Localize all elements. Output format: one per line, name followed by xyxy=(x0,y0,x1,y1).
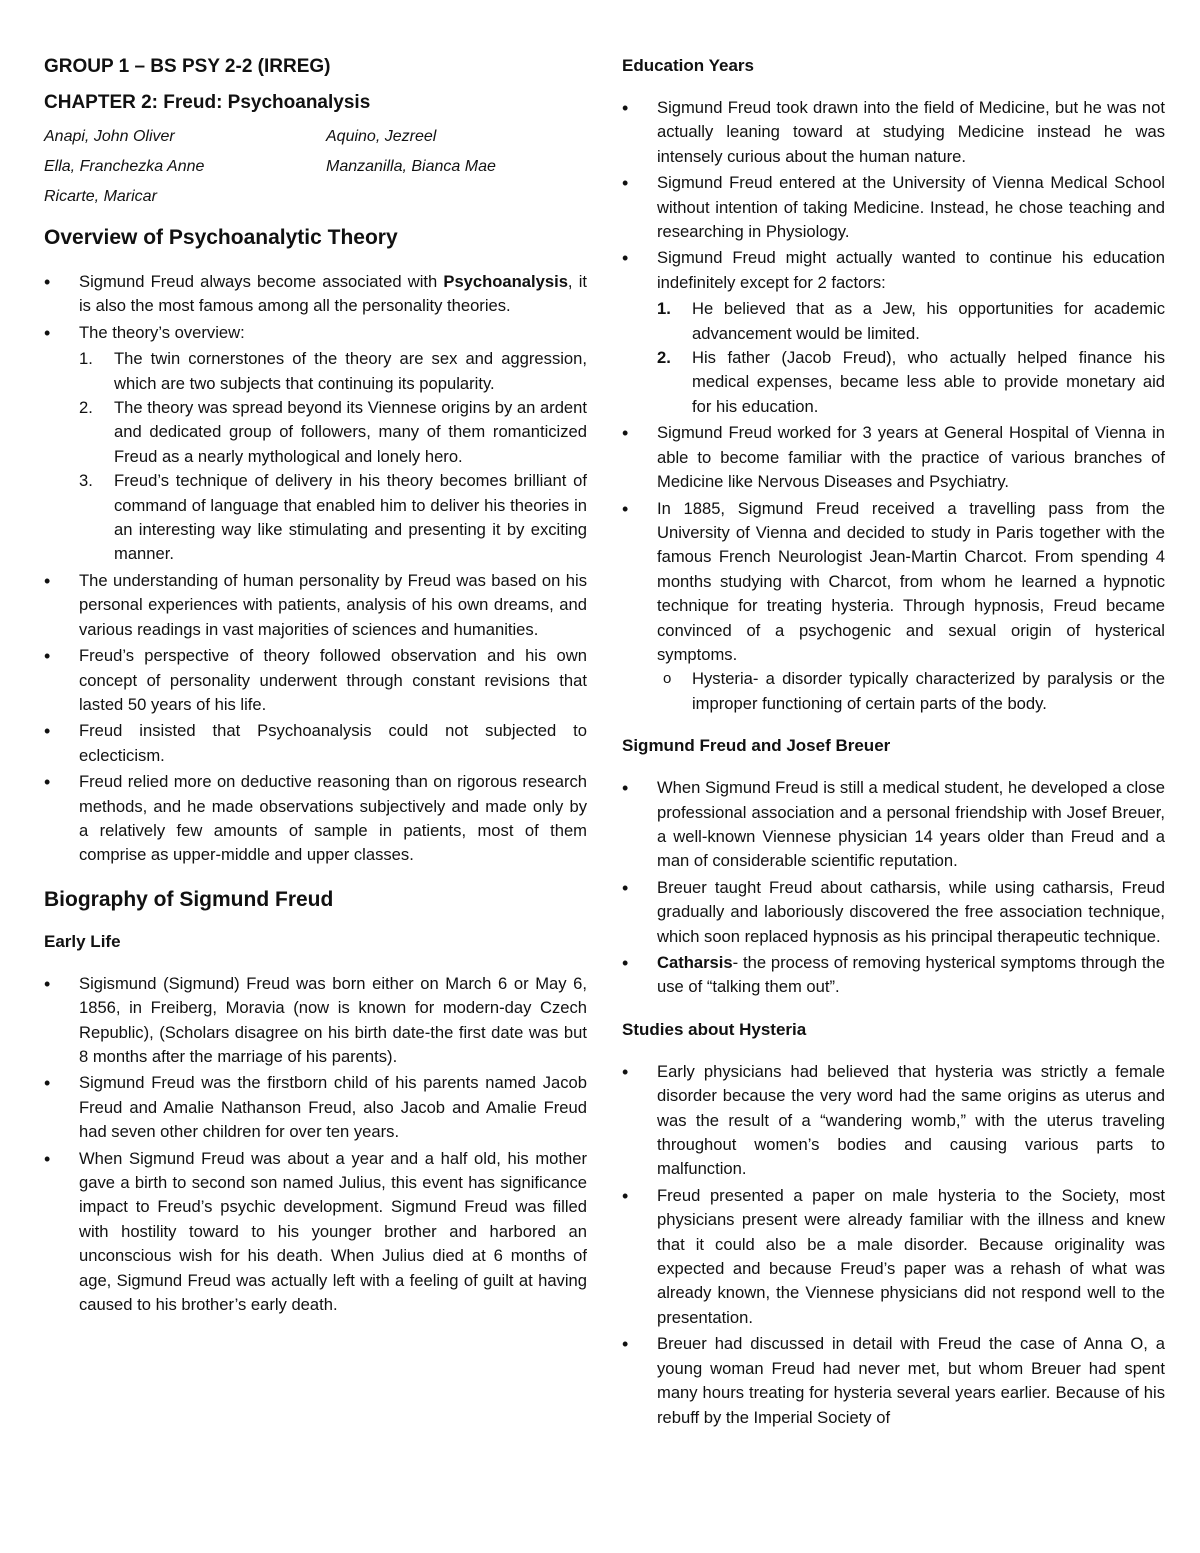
breuer-heading: Sigmund Freud and Josef Breuer xyxy=(622,736,891,756)
list-item: • Freud’s perspective of theory followed observation and his own concept of personality underwent through constant revisions that lasted 50 years of his life. xyxy=(44,644,587,717)
hysteria-heading: Studies about Hysteria xyxy=(622,1019,807,1039)
keyword-psychoanalysis: Psychoanalysis xyxy=(443,272,568,291)
list-item: • Sigmund Freud was the firstborn child of his parents named Jacob Freud and Amalie Nathanson Freud, also Jacob and Amalie Freud had seven other children for over ten years. xyxy=(44,1071,587,1144)
numbered-item: 3. Freud’s technique of delivery in his theory becomes brilliant of command of language that enabled him to deliver his theories in an interesting way like stimulating and presenting it by exciting manner. xyxy=(79,471,587,564)
list-item: • Early physicians had believed that hysteria was strictly a female disorder because the very word had the same origins as uterus and was the result of a “wandering womb,” with the uterus traveling throughout women’s bodies and causing various parts to malfunction. xyxy=(622,1060,1165,1182)
author-name: Aquino, Jezreel xyxy=(326,128,437,145)
list-item: • When Sigmund Freud is still a medical student, he developed a close professional association and a personal friendship with Josef Breuer, a well-known Viennese physician 14 years older than Freud and a man of considerable scientific reputation. xyxy=(622,776,1165,874)
breuer-list xyxy=(622,776,1165,1000)
list-item: • Freud relied more on deductive reasoning than on rigorous research methods, and he made observations subjectively and made only by a relatively few amounts of sample in patients, most of them comprise as upper-middle and upper classes. xyxy=(44,770,587,868)
list-item: • Freud presented a paper on male hysteria to the Society, most physicians present were already familiar with the illness and knew that it could also be a male disorder. Because originality was expected and because Freud’s paper was a rehash of what was already known, the Viennese physicians did not respond well to the presentation. xyxy=(622,1184,1165,1330)
group-title: GROUP 1 – BS PSY 2-2 (IRREG) xyxy=(44,56,331,77)
list-item: • In 1885, Sigmund Freud received a travelling pass from the University of Vienna and decided to study in Paris together with the famous French Neurologist Jean-Martin Charcot. From spending 4 months studying with Charcot, from whom he learned a hypnotic technique for treating hysteria. Through hypnosis, Freud became convinced of a psychogenic and sexual origin of hysterical symptoms. o Hysteria- a disorder typically characterized by paralysis or the improper functioning of certain parts of the body. xyxy=(622,497,1165,717)
list-item: • Sigismund (Sigmund) Freud was born either on March 6 or May 6, 1856, in Freiberg, Moravia (now is known for modern-day Czech Republic), (Scholars disagree on his birth date-the first date was but 8 months after the marriage of his parents). xyxy=(44,972,587,1070)
sub-item: o Hysteria- a disorder typically characterized by paralysis or the improper functioning of certain parts of the body. xyxy=(663,669,1165,713)
numbered-item: 1. He believed that as a Jew, his opportunities for academic advancement would be limited. xyxy=(657,299,1165,343)
author-name: Manzanilla, Bianca Mae xyxy=(326,158,496,175)
list-item: • Sigmund Freud entered at the University of Vienna Medical School without intention of taking Medicine. Instead, he chose teaching and researching in Physiology. xyxy=(622,171,1165,244)
list-item: • Sigmund Freud took drawn into the field of Medicine, but he was not actually leaning toward at studying Medicine instead he was intensely curious about the human nature. xyxy=(622,96,1165,169)
education-list xyxy=(622,96,1165,716)
numbered-list xyxy=(657,297,1165,419)
list-item: • Breuer taught Freud about catharsis, while using catharsis, Freud gradually and laboriously discovered the free association technique, which soon replaced hypnosis as his principal therapeutic technique. xyxy=(622,876,1165,949)
list-item: • Sigmund Freud always become associated with Psychoanalysis, it is also the most famous among all the personality theories. xyxy=(44,270,587,319)
hysteria-list xyxy=(622,1060,1165,1430)
list-item: • Freud insisted that Psychoanalysis could not subjected to eclecticism. xyxy=(44,719,587,768)
overview-list xyxy=(44,270,587,868)
author-name: Anapi, John Oliver xyxy=(44,128,175,145)
list-item: • The theory’s overview: 1. The twin cornerstones of the theory are sex and aggression, which are two subjects that continuing its popularity. 2. The theory was spread beyond its Viennese origins by an ardent and dedicated group of followers, many of them romanticized Freud as a nearly mythological and lonely hero. 3. Freud’s technique of delivery in his theory becomes brilliant of command of language that enabled him to deliver his theories in an interesting way like stimulating and presenting it by exciting manner. xyxy=(44,321,587,567)
education-heading: Education Years xyxy=(622,56,754,75)
numbered-list xyxy=(79,347,587,567)
list-item: • Breuer had discussed in detail with Freud the case of Anna O, a young woman Freud had never met, but whom Breuer had spent many hours treating for hysteria several years earlier. Because of his rebuff by the Imperial Society of xyxy=(622,1332,1165,1430)
chapter-title: CHAPTER 2: Freud: Psychoanalysis xyxy=(44,92,371,113)
early-life-heading: Early Life xyxy=(44,931,121,951)
overview-heading: Overview of Psychoanalytic Theory xyxy=(44,226,398,249)
numbered-item: 1. The twin cornerstones of the theory are sex and aggression, which are two subjects that continuing its popularity. xyxy=(79,349,587,393)
author-list xyxy=(44,128,587,206)
list-item: • When Sigmund Freud was about a year and a half old, his mother gave a birth to second son named Julius, this event has significance impact to Freud’s psychic development. Sigmund Freud was filled with hostility toward to his younger brother and harbored an unconscious wish for his death. When Julius died at 6 months of age, Sigmund Freud was actually left with a feeling of guilt at having caused to his brother’s early death. xyxy=(44,1147,587,1318)
author-name: Ricarte, Maricar xyxy=(44,188,157,205)
biography-heading: Biography of Sigmund Freud xyxy=(44,887,334,911)
list-item: • Sigmund Freud might actually wanted to continue his education indefinitely except for 2 factors: 1. He believed that as a Jew, his opportunities for academic advancement would be limited. 2. His father (Jacob Freud), who actually helped finance his medical expenses, became less able to provide monetary aid for his education. xyxy=(622,246,1165,419)
numbered-item: 2. The theory was spread beyond its Viennese origins by an ardent and dedicated group of followers, many of them romanticized Freud as a nearly mythological and lonely hero. xyxy=(79,398,587,466)
list-item: • The understanding of human personality by Freud was based on his personal experiences with patients, analysis of his own dreams, and various readings in vast majorities of sciences and humanities. xyxy=(44,569,587,642)
sub-list xyxy=(657,667,1165,716)
list-item: • Sigmund Freud worked for 3 years at General Hospital of Vienna in able to become familiar with the practice of various branches of Medicine like Nervous Diseases and Psychiatry. xyxy=(622,421,1165,494)
list-item: • Catharsis- the process of removing hysterical symptoms through the use of “talking them out”. xyxy=(622,951,1165,1000)
right-column xyxy=(622,52,1165,1440)
early-life-list xyxy=(44,972,587,1318)
keyword-catharsis: Catharsis xyxy=(657,953,733,972)
numbered-item: 2. His father (Jacob Freud), who actually helped finance his medical expenses, became less able to provide monetary aid for his education. xyxy=(657,348,1165,416)
left-column xyxy=(44,52,587,1327)
author-name: Ella, Franchezka Anne xyxy=(44,158,205,175)
